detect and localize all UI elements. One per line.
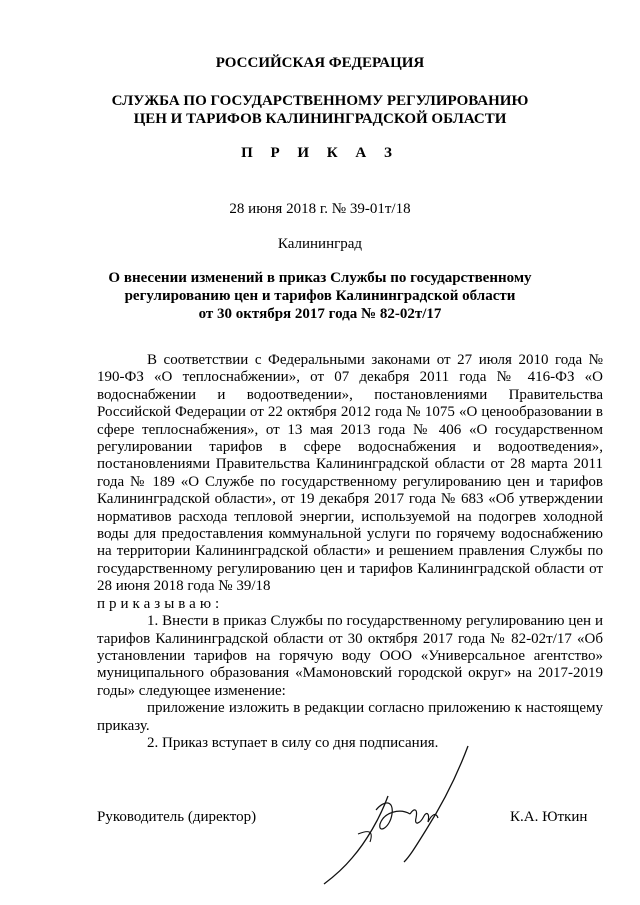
agency-heading-line1: СЛУЖБА ПО ГОСУДАРСТВЕННОМУ РЕГУЛИРОВАНИЮ (111, 93, 529, 109)
signatory-position: Руководитель (директор) (97, 809, 257, 825)
item-1-sub-paragraph: приложение изложить в редакции согласно приложению к настоящему приказу. (97, 700, 603, 734)
agency-heading (0, 92, 640, 128)
country-heading: РОССИЙСКАЯ ФЕДЕРАЦИЯ (215, 55, 425, 71)
order-word: приказываю: (97, 595, 224, 612)
item-1-paragraph: 1. Внести в приказ Службы по государственному регулированию цен и тарифов Калининградской области от 30 октября 2017 года № 82-02т/17 «Об установлении тарифов на горячую воду ООО «Универсальное агентство» муниципального образования «Мамоновский городской округ» на 2017-2019 годы» следующее изменение: (97, 613, 603, 699)
document-subject (0, 269, 640, 323)
document-type: П Р И К А З (241, 145, 399, 161)
subject-line1: О внесении изменений в приказ Службы по государственному (108, 270, 532, 286)
signatory-name: К.А. Юткин (510, 809, 588, 825)
handwritten-signature (318, 738, 478, 888)
city: Калининград (277, 236, 363, 252)
subject-line3: от 30 октября 2017 года № 82-02т/17 (198, 306, 442, 322)
preamble-paragraph: В соответствии с Федеральными законами от 27 июля 2010 года № 190-ФЗ «О теплоснабжении», от 07 декабря 2011 года № 416-ФЗ «О водоснабжении и водоотведении», постановлениями Правительства Российской Федерации от 22 октября 2012 года № 1075 «О ценообразовании в сфере теплоснабжения», от 13 мая 2013 года № 406 «О государственном регулировании тарифов в сфере водоснабжения и водоотведения», постановлениями Правительства Калининградской области от 28 марта 2011 года № 189 «О Службе по государственному регулированию цен и тарифов Калининградской области», от 19 декабря 2017 года № 683 «Об утверждении нормативов расхода тепловой энергии, используемой на подогрев холодной воды для предоставления коммунальной услуги по горячему водоснабжению на территории Калининградской области» и решением правления Службы по государственному регулированию цен и тарифов Калининградской области от 28 июня 2018 года № 39/18 (97, 352, 603, 595)
subject-line2: регулированию цен и тарифов Калининградской области (124, 288, 516, 304)
document-body (97, 352, 603, 752)
date-and-number: 28 июня 2018 г. № 39-01т/18 (229, 201, 411, 217)
agency-heading-line2: ЦЕН И ТАРИФОВ КАЛИНИНГРАДСКОЙ ОБЛАСТИ (133, 111, 507, 127)
item-2-paragraph: 2. Приказ вступает в силу со дня подписания. (147, 734, 439, 751)
